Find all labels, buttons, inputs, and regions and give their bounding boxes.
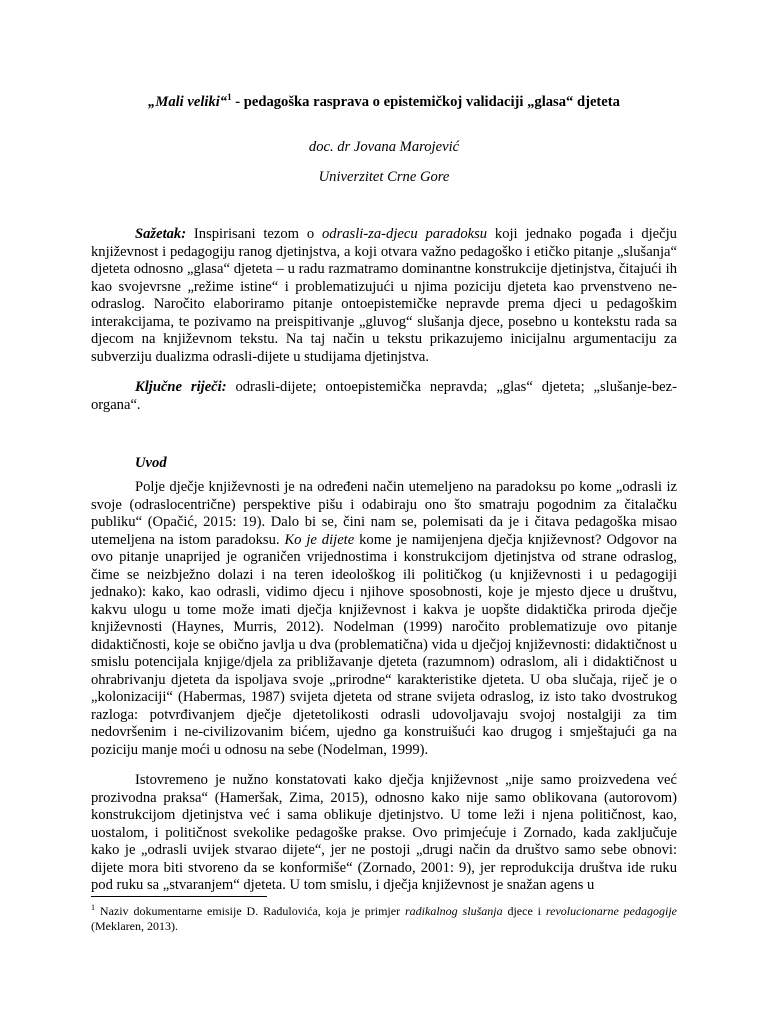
footnote-text-3: (Meklaren, 2013). (91, 919, 178, 933)
keywords-label: Ključne riječi: (135, 379, 227, 395)
footnote-italic-1: radikalnog slušanja (405, 904, 503, 918)
abstract-text-2: koji jednako pogađa i dječju književnost i pedagogiju ranog djetinjstva, a koji otvara važno pedagoško i etičko pitanje „slušanja“ djeteta odnosno „glasa“ djeteta – u radu razmatramo dominantne konstrukcije djetinjstva, čitajući ih kao svojevrsne „režime istine“ i problematizujući u njima poziciju djeteta kao prvenstveno ne-odraslog. Naročito elaboriramo pitanje ontoepistemičke nepravde prema djeci u pedagoškim interakcijama, te pozivamo na preispitivanje „gluvog“ slušanja djece, posebno u kontekstu rada sa djecom na književnom tekstu. Na taj način u tekstu prikazujemo inicijalnu argumentaciju za subverziju dualizma odrasli-dijete u studijama djetinjstva. (91, 226, 677, 365)
paragraph-2: Istovremeno je nužno konstatovati kako dječja književnost „nije samo proizvedena već prozivodna praksa“ (Hameršak, Zima, 2015), odnosno kako nije samo oblikovana (autorovom) konstrukcijom djetinjstva već i sama oblikuje djetinjstvo. U tome leži i njena političnost, kao, uostalom, i političnost svekolike pedagoške prakse. Ovo primjećuje i Zornado, kada zaključuje kako je „odrasli uvijek stvarao dijete“, jer ne postoji „drugi način da društvo samo sebe obnovi: dijete mora biti stvoreno da se konformiše“ (Zornado, 2001: 9), jer reprodukcija društva ide ruku pod ruku sa „stvaranjem“ djeteta. U tom smislu, i dječja književnost je snažan agens u (91, 772, 677, 893)
affiliation: Univerzitet Crne Gore (318, 169, 450, 185)
footnote (91, 900, 677, 934)
author-name: doc. dr Jovana Marojević (308, 139, 460, 155)
title-rest: - pedagoška rasprava o epistemičkoj validaciji „glasa“ djeteta (231, 94, 620, 110)
keywords (91, 379, 677, 414)
abstract-label: Sažetak: (135, 226, 187, 242)
footnote-ref[interactable]: 1 (227, 92, 232, 103)
paragraph-1 (91, 479, 677, 759)
title-quoted: „Mali veliki“ (148, 94, 228, 110)
footnote-text-1: Naziv dokumentarne emisije D. Radulovića, koja je primjer (95, 904, 405, 918)
paragraph-1-italic: Ko je dijete (284, 531, 355, 548)
footnote-italic-2: revolucionarne pedagogije (545, 904, 678, 918)
abstract (91, 226, 677, 366)
paragraph-1-text-1: Polje dječje književnosti je na određeni način utemeljeno na paradoksu po kome „odrasli iz svoje (odraslocentrične) perspektive pišu i odabiraju ono što smatraju pogodnim za čitalačku publiku“ (Opačić, 2015: 19). Dalo bi se, čini nam se, polemisati da je i čitava pedagoška misao utemeljena na istom paradoksu. (91, 479, 677, 548)
paragraph-1-text-2: kome je namijenjena dječja književnost? Odgovor na ovo pitanje unaprijed je ograničen vrijednostima i konstrukcijom djetinjstva od strane odraslog, čime se neizbježno dolazi i na teren ideološkog ili političkog (u književnosti i u pedagogiji jednako): kako, kao odrasli, vidimo djecu i njihove sposobnosti, koje je mjesto djece u društvu, kakvu ulogu u tome može imati dječja književnost i kakva je uopšte didaktička priroda dječje književnosti (Haynes, Murris, 2012). Nodelman (1999) naročito problematizuje ovo pitanje didaktičnosti, koje se obično javlja u dva (problematična) vida u dječjoj književnosti: didaktičnost u smislu potencijala knjige/djela za približavanje djeteta (razumnom) odraslom, ali i didaktičnost u ohrabrivanju djeteta da ispoljava svoje „prirodne“ karakteristike djeteta. U oba slučaja, riječ je o „kolonizaciji“ (Habermas, 1987) svijeta djeteta od strane svijeta odraslog, iz isto tako dvostrukog razloga: potvrđivanjem dječje djetetolikosti odrasli udovoljavaju svojoj nostalgiji za tim nedovršenim i ne-civilizovanim bićem, ujedno ga konstruišući kao drugog i smještajući ga na poziciju manje moći u odnosu na sebe (Nodelman, 1999). (91, 531, 677, 758)
paper-title (0, 93, 768, 111)
footnote-number: 1 (91, 903, 95, 912)
section-heading: Uvod (135, 455, 167, 471)
abstract-italic: odrasli-za-djecu paradoksu (321, 226, 488, 242)
footnote-separator (91, 896, 267, 897)
footnote-text-2: djece i (502, 904, 546, 918)
abstract-text-1: Inspirisani tezom o (186, 226, 322, 242)
keywords-text: odrasli-dijete; ontoepistemička nepravda; „glas“ djeteta; „slušanje-bez-organa“. (91, 379, 677, 413)
